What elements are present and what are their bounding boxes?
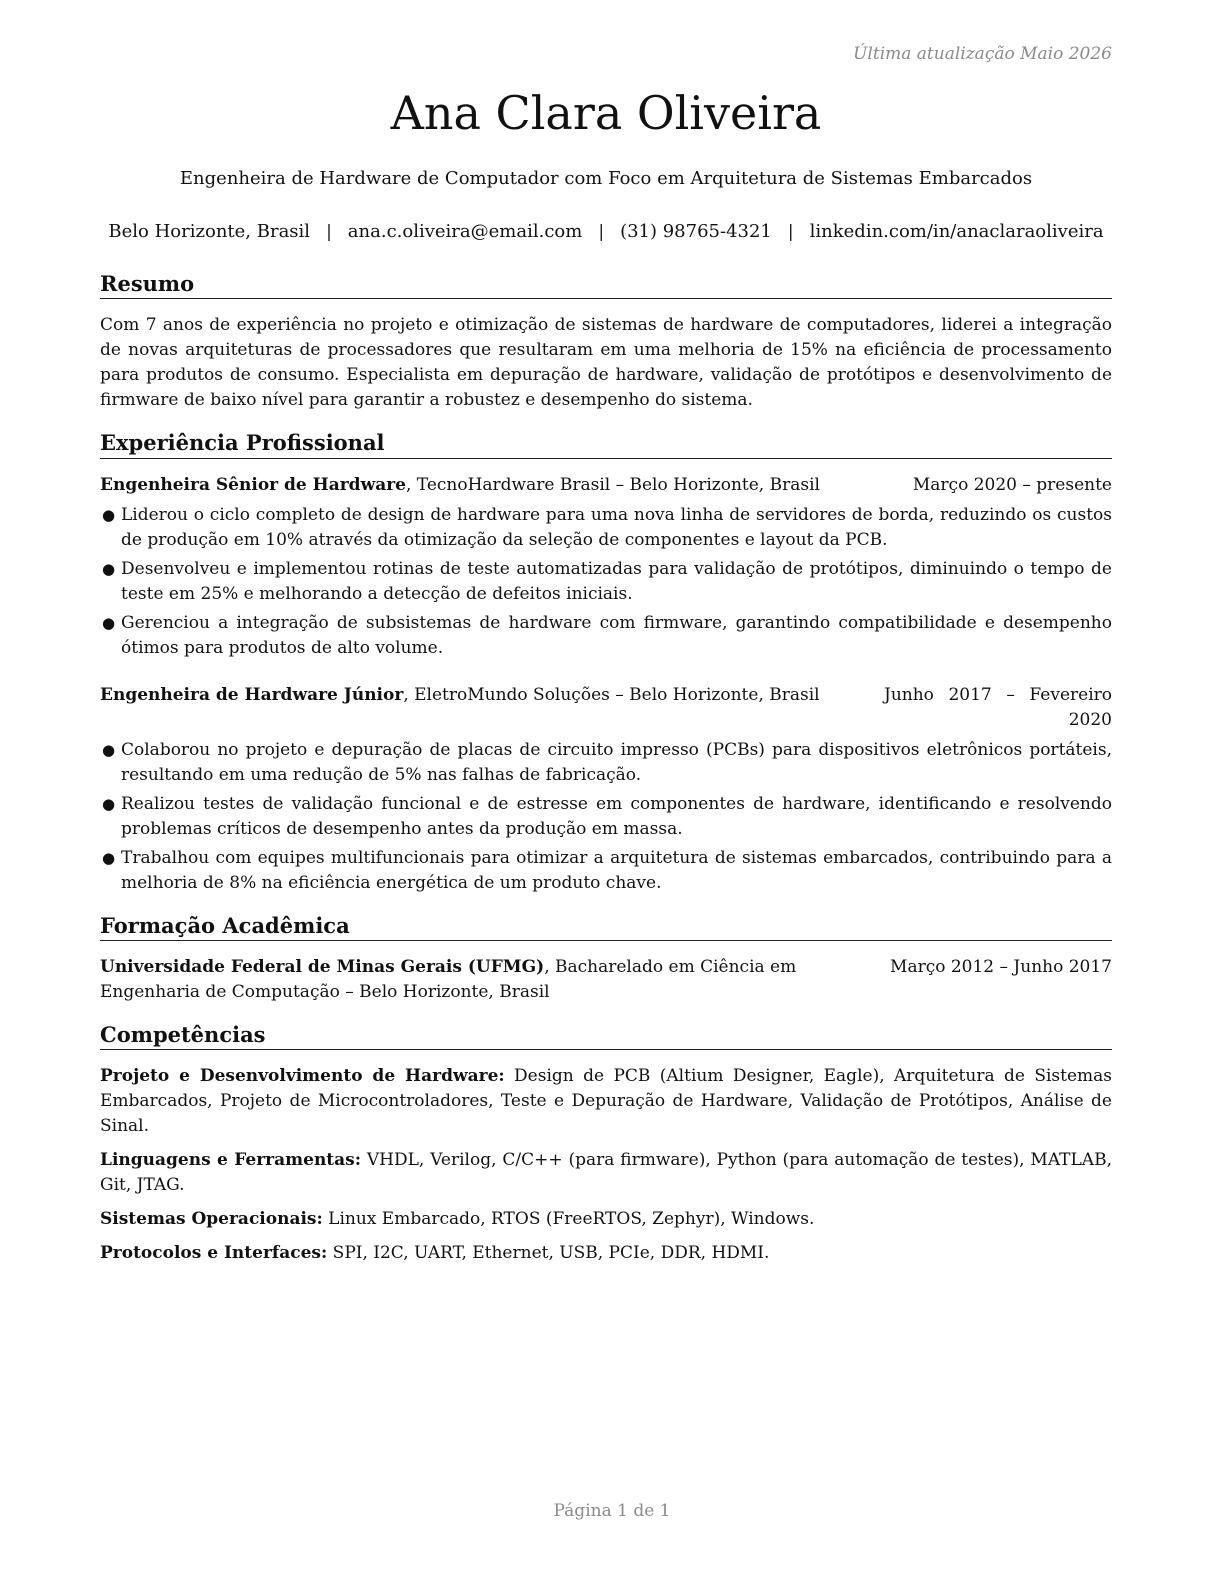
bullet-icon: ● xyxy=(102,740,116,759)
job-bullet-text: Realizou testes de validação funcional e de estresse em componentes de hardware, identificando e resolvendo problemas críticos de desempenho antes da produção em massa. xyxy=(121,793,1112,839)
contact-linkedin-link[interactable]: linkedin.com/in/anaclaraoliveira xyxy=(809,221,1104,242)
experience-section xyxy=(100,429,1112,895)
job-bullet-list xyxy=(100,738,1112,896)
education-description xyxy=(100,955,890,1005)
job-organization: , TecnoHardware Brasil – Belo Horizonte, Brasil xyxy=(406,474,820,495)
bullet-icon: ● xyxy=(102,848,116,867)
resume-content xyxy=(100,270,1112,1282)
job-title-line xyxy=(100,473,913,498)
job-role: Engenheira de Hardware Júnior xyxy=(100,684,404,705)
skill-value: Design de PCB (Altium Designer, Eagle), Arquitetura de Sistemas Embarcados, Projeto de Microcontroladores, Teste e Depuração de Hardware, Validação de Protótipos, Análise de Sinal. xyxy=(100,1066,1112,1137)
education-heading: Formação Acadêmica xyxy=(100,912,1112,941)
job-role: Engenheira Sênior de Hardware xyxy=(100,474,406,495)
bullet-icon: ● xyxy=(102,613,116,632)
job-bullet-text: Gerenciou a integração de subsistemas de hardware com firmware, garantindo compatibilidade e desempenho ótimos para produtos de alto volume. xyxy=(121,612,1112,658)
summary-text: Com 7 anos de experiência no projeto e otimização de sistemas de hardware de computadores, liderei a integração de novas arquiteturas de processadores que resultaram em uma melhoria de 15% na eficiência de processamento para produtos de consumo. Especialista em depuração de hardware, validação de protótipos e desenvolvimento de firmware de baixo nível para garantir a robustez e desempenho do sistema. xyxy=(100,315,1112,411)
job-bullet xyxy=(100,557,1112,607)
bullet-icon: ● xyxy=(102,559,116,578)
job-entry xyxy=(100,473,1112,661)
job-bullet-text: Trabalhou com equipes multifuncionais para otimizar a arquitetura de sistemas embarcados, contribuindo para a melhoria de 8% na eficiência energética de um produto chave. xyxy=(121,847,1112,893)
skill-item xyxy=(100,1148,1112,1198)
contact-separator: | xyxy=(598,222,605,242)
education-dates: Março 2012 – Junho 2017 xyxy=(890,956,1112,977)
resume-page xyxy=(100,0,1112,1584)
education-institution: Universidade Federal de Minas Gerais (UFMG) xyxy=(100,956,545,977)
job-bullet-text: Desenvolveu e implementou rotinas de teste automatizadas para validação de protótipos, diminuindo o tempo de teste em 25% e melhorando a detecção de defeitos iniciais. xyxy=(121,558,1112,604)
education-section xyxy=(100,912,1112,1005)
job-bullet-text: Liderou o ciclo completo de design de hardware para uma nova linha de servidores de borda, reduzindo os custos de produção em 10% através da otimização da seleção de componentes e layout da PCB. xyxy=(121,504,1112,550)
contact-separator: | xyxy=(787,222,794,242)
bullet-icon: ● xyxy=(102,794,116,813)
skill-item xyxy=(100,1064,1112,1139)
education-entry xyxy=(100,955,1112,1005)
skills-heading: Competências xyxy=(100,1021,1112,1050)
skills-list xyxy=(100,1064,1112,1266)
skill-label: Protocolos e Interfaces: xyxy=(100,1243,328,1264)
job-organization: , EletroMundo Soluções – Belo Horizonte, Brasil xyxy=(403,684,820,705)
job-dates: Março 2020 – presente xyxy=(912,474,1112,495)
job-bullet xyxy=(100,611,1112,661)
job-bullet xyxy=(100,738,1112,788)
contact-separator: | xyxy=(326,222,332,242)
contact-phone: (31) 98765-4321 xyxy=(620,221,772,242)
job-bullet-list xyxy=(100,503,1112,661)
skill-label: Linguagens e Ferramentas: xyxy=(100,1150,362,1171)
skill-value: Linux Embarcado, RTOS (FreeRTOS, Zephyr), Windows. xyxy=(322,1209,815,1230)
page-number: Página 1 de 1 xyxy=(553,1501,671,1521)
skills-section xyxy=(100,1021,1112,1266)
contact-email-link[interactable]: ana.c.oliveira@email.com xyxy=(347,221,583,242)
skill-label: Sistemas Operacionais: xyxy=(100,1209,323,1230)
bullet-icon: ● xyxy=(102,505,116,524)
summary-heading: Resumo xyxy=(100,270,1112,299)
skill-item xyxy=(100,1241,1112,1266)
job-bullet xyxy=(100,792,1112,842)
summary-section xyxy=(100,270,1112,413)
job-bullet xyxy=(100,503,1112,553)
skill-value: VHDL, Verilog, C/C++ (para firmware), Python (para automação de testes), MATLAB, Git, JTAG. xyxy=(100,1150,1112,1196)
skill-item xyxy=(100,1207,1112,1232)
candidate-name: Ana Clara Oliveira xyxy=(390,86,822,140)
job-title-line xyxy=(100,683,884,708)
job-bullet xyxy=(100,846,1112,896)
job-header xyxy=(100,683,1112,733)
contact-location: Belo Horizonte, Brasil xyxy=(108,221,311,242)
candidate-tagline: Engenheira de Hardware de Computador com Foco em Arquitetura de Sistemas Embarcados xyxy=(179,168,1033,189)
last-updated-note: Última atualização Maio 2026 xyxy=(853,44,1112,64)
job-header xyxy=(100,473,1112,498)
skill-value: SPI, I2C, UART, Ethernet, USB, PCIe, DDR, HDMI. xyxy=(327,1243,770,1264)
skill-label: Projeto e Desenvolvimento de Hardware: xyxy=(100,1066,505,1087)
experience-heading: Experiência Profissional xyxy=(100,429,1112,458)
contact-line xyxy=(100,220,1112,243)
education-degree: , Bacharelado em Ciência em Engenharia de Computação – Belo Horizonte, Brasil xyxy=(100,956,797,1002)
job-entry xyxy=(100,683,1112,896)
job-dates: Junho 2017 – Fevereiro 2020 xyxy=(884,684,1112,730)
job-bullet-text: Colaborou no projeto e depuração de placas de circuito impresso (PCBs) para dispositivos eletrônicos portáteis, resultando em uma redução de 5% nas falhas de fabricação. xyxy=(121,739,1112,785)
